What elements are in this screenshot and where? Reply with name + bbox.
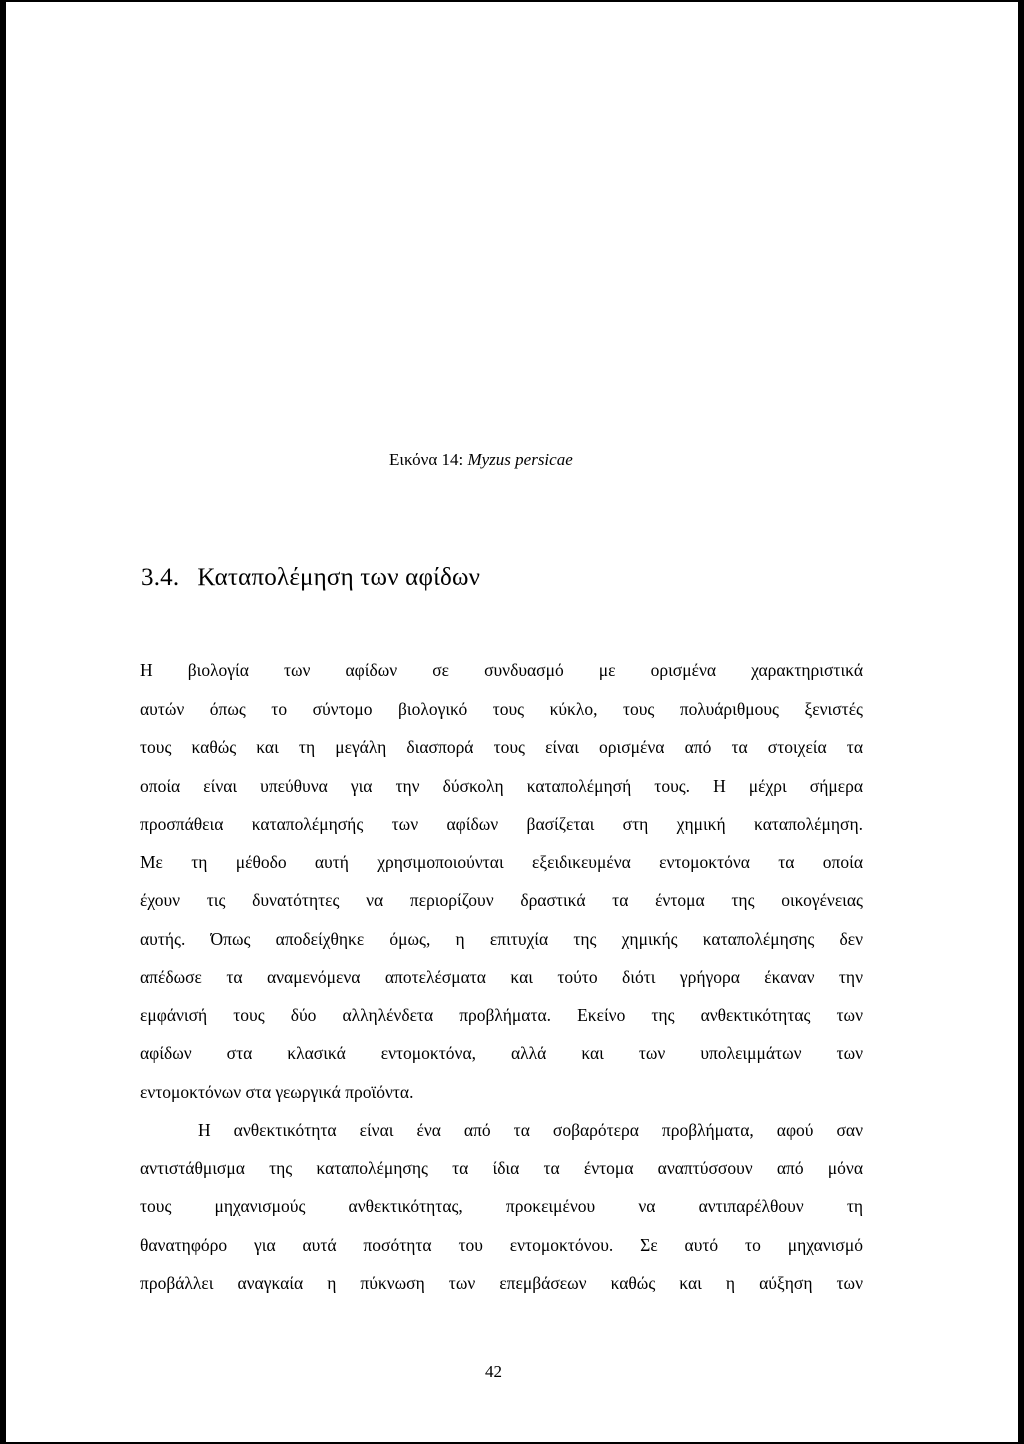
paragraph-1-line-2: αυτών όπως το σύντομο βιολογικό τους κύκλο, τους πολυάριθμους ξενιστές [140, 699, 863, 719]
paragraph-1-line-12: εντομοκτόνων στα γεωργικά προϊόντα. [140, 1082, 414, 1102]
paragraph-1-line-5: προσπάθεια καταπολέμησής των αφίδων βασίζεται στη χημική καταπολέμηση. [140, 814, 863, 834]
section-number: 3.4. [141, 564, 180, 591]
paragraph-1-line-8: αυτής. Όπως αποδείχθηκε όμως, η επιτυχία της χημικής καταπολέμησης δεν [140, 929, 863, 949]
document-page [6, 2, 1018, 1442]
paragraph-1-line-10: εμφάνισή τους δύο αλληλένδετα προβλήματα. Εκείνο της ανθεκτικότητας των [140, 1005, 863, 1025]
paragraph-2-line-3: τους μηχανισμούς ανθεκτικότητας, προκειμένου να αντιπαρέλθουν τη [140, 1196, 863, 1216]
paragraph-1-line-6: Με τη μέθοδο αυτή χρησιμοποιούνται εξειδικευμένα εντομοκτόνα τα οποία [140, 852, 863, 872]
paragraph-2-line-2: αντιστάθμισμα της καταπολέμησης τα ίδια τα έντομα αναπτύσσουν από μόνα [140, 1158, 863, 1178]
paragraph-1-line-3: τους καθώς και τη μεγάλη διασπορά τους είναι ορισμένα από τα στοιχεία τα [140, 737, 863, 757]
figure-caption [389, 450, 573, 470]
section-heading [141, 564, 480, 592]
paragraph-2-line-1: Η ανθεκτικότητα είναι ένα από τα σοβαρότερα προβλήματα, αφού σαν [198, 1120, 863, 1140]
paragraph-1-line-11: αφίδων στα κλασικά εντομοκτόνα, αλλά και των υπολειμμάτων των [140, 1043, 863, 1063]
paragraph-2-line-4: θανατηφόρο για αυτά ποσότητα του εντομοκτόνου. Σε αυτό το μηχανισμό [140, 1235, 863, 1255]
paragraph-1-line-4: οποία είναι υπεύθυνα για την δύσκολη καταπολέμησή τους. Η μέχρι σήμερα [140, 776, 863, 796]
paragraph-1-line-7: έχουν τις δυνατότητες να περιορίζουν δραστικά τα έντομα της οικογένειας [140, 890, 863, 910]
paragraph-2-line-5: προβάλλει αναγκαία η πύκνωση των επεμβάσεων καθώς και η αύξηση των [140, 1273, 863, 1293]
caption-prefix: Εικόνα 14: [389, 450, 464, 469]
caption-species: Myzus persicae [467, 450, 573, 469]
page-number: 42 [485, 1362, 502, 1381]
paragraph-1-line-1: Η βιολογία των αφίδων σε συνδυασμό με ορισμένα χαρακτηριστικά [140, 660, 863, 680]
section-title: Καταπολέμηση των αφίδων [197, 564, 481, 591]
paragraph-1-line-9: απέδωσε τα αναμενόμενα αποτελέσματα και τούτο διότι γρήγορα έκαναν την [140, 967, 863, 987]
